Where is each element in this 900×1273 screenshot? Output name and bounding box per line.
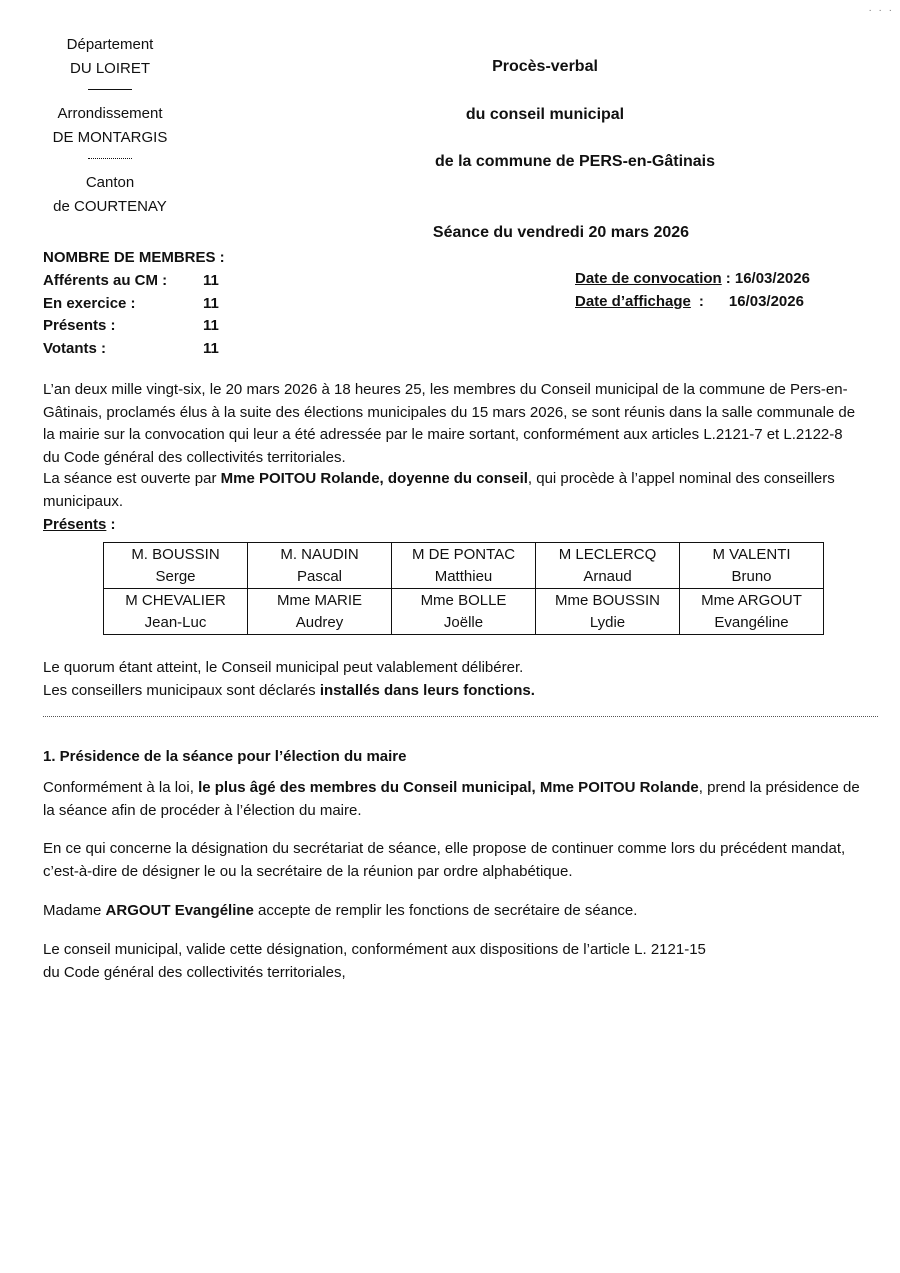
affichage-value: : 16/03/2026 [698,292,804,310]
corner-mark: · · · [868,5,894,16]
members-heading: NOMBRE DE MEMBRES : [43,249,225,266]
member-firstname: Joëlle [443,614,484,631]
canton-name: de COURTENAY [53,197,167,215]
convocation-row [575,268,810,291]
members-label: Présents : [43,317,116,335]
p3-text-end: accepte de remplir les fonctions de secrétaire de séance. [253,902,638,919]
arrondissement-name: DE MONTARGIS [52,128,168,146]
arrondissement-label: Arrondissement [57,105,163,122]
member-name: Mme BOUSSIN [554,592,660,609]
doc-title-line1: Procès-verbal [492,58,598,75]
affichage-label: Date d’affichage [575,292,691,310]
member-name: M DE PONTAC [411,546,516,563]
dates-block [575,268,810,313]
member-cell [536,589,680,635]
member-name: M. BOUSSIN [131,546,220,563]
members-row [43,338,233,361]
member-firstname: Bruno [731,568,772,585]
section1-paragraph4-line2: du Code général des collectivités territoriales, [43,964,346,981]
p1-bold: le plus âgé des membres du Conseil municipal, Mme POITOU Rolande [198,779,699,796]
divider [88,158,132,159]
doc-title-line3: de la commune de PERS-en-Gâtinais [434,153,716,170]
section1-paragraph3 [43,900,863,923]
secretary-name: ARGOUT Evangéline [105,902,254,919]
installation-bold: installés dans leurs fonctions. [319,682,535,699]
installation-line [43,680,863,703]
doyenne-name: Mme POITOU Rolande, doyenne du conseil [220,470,528,487]
member-cell [248,589,392,635]
member-firstname: Lydie [589,614,626,631]
presents-label: Présents [43,516,107,533]
member-cell [248,543,392,589]
intro-paragraph: L’an deux mille vingt-six, le 20 mars 2026 à 18 heures 25, les membres du Conseil municipal de la commune de Pers-en-Gâtinais, proclamés élus à la suite des élections municipales du 15 mars 2026, se sont réunis dans la salle communale de la mairie sur la convocation qui leur a été adressée par le maire sortant, conformément aux articles L.2121-7 et L.2122-8 du Code général des collectivités territoriales. [43,381,856,466]
table-row [104,589,824,635]
convocation-value: : 16/03/2026 [725,270,810,287]
installation-text: Les conseillers municipaux sont déclarés [43,682,320,699]
member-firstname: Jean-Luc [144,614,207,631]
members-value: 11 [203,340,219,358]
members-value: 11 [203,317,219,335]
members-count [43,247,233,361]
member-firstname: Matthieu [434,568,493,585]
section1-paragraph4-line1: Le conseil municipal, valide cette désignation, conformément aux dispositions de l’article L. 2121-15 [43,941,706,958]
member-cell [392,589,536,635]
member-firstname: Audrey [295,614,344,631]
member-name: M. NAUDIN [280,546,359,563]
member-cell [680,589,824,635]
member-name: M CHEVALIER [125,592,226,609]
section1-paragraph2: En ce qui concerne la désignation du secrétariat de séance, elle propose de continuer comme lors du précédent mandat, c’est-à-dire de désigner le ou la secrétaire de la réunion par ordre alphabétique. [43,840,846,880]
member-cell [104,543,248,589]
department-label: Département [66,36,154,53]
p1-text-end: , prend la présidence de la séance afin de procéder à l’élection du maire. [43,779,860,819]
member-cell [104,589,248,635]
department-name: DU LOIRET [69,59,150,77]
member-name: Mme ARGOUT [701,592,802,609]
quorum-line: Le quorum étant atteint, le Conseil municipal peut valablement délibérer. [43,659,524,676]
member-firstname: Arnaud [583,568,632,585]
members-row [43,270,233,293]
administrative-header [40,33,180,218]
canton-label: Canton [85,174,135,191]
member-cell [536,543,680,589]
presents-heading [43,514,863,537]
section1-paragraph1 [43,777,863,822]
members-row [43,293,233,316]
members-value: 11 [203,294,219,312]
p1-text: Conformément à la loi, [43,779,199,796]
divider [88,89,132,90]
session-date: Séance du vendredi 20 mars 2026 [432,224,690,241]
p3-text: Madame [43,902,106,919]
opening-paragraph [43,468,863,513]
convocation-label: Date de convocation [575,270,722,287]
member-name: Mme BOLLE [420,592,507,609]
members-row [43,315,233,338]
member-cell [680,543,824,589]
opening-text: La séance est ouverte par [43,470,221,487]
member-firstname: Evangéline [714,614,789,631]
member-cell [392,543,536,589]
opening-text-end: , qui procède à l’appel nominal des conseillers municipaux. [43,470,835,510]
section1-heading: 1. Présidence de la séance pour l’élection du maire [43,748,407,765]
members-label: En exercice : [43,294,136,312]
members-value: 11 [203,271,219,289]
members-label: Votants : [43,340,107,358]
doc-title-line2: du conseil municipal [465,106,625,123]
presents-colon: : [106,516,116,533]
section-separator [43,716,878,717]
member-firstname: Serge [155,568,196,585]
presents-table [103,542,824,635]
table-row [104,543,824,589]
member-firstname: Pascal [296,568,343,585]
member-name: Mme MARIE [276,592,362,609]
member-name: M LECLERCQ [558,546,657,563]
affichage-row [575,291,810,314]
member-name: M VALENTI [712,546,791,563]
members-label: Afférents au CM : [43,271,168,289]
